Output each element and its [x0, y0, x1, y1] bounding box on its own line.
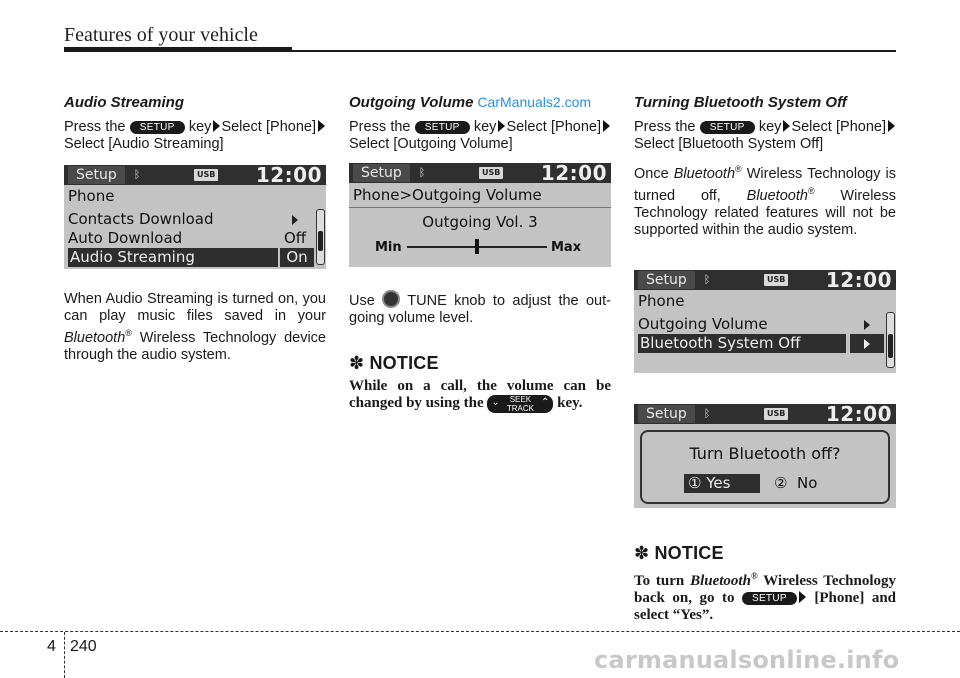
lcd-min-label: Min: [375, 240, 402, 255]
section-heading: Turning Bluetooth System Off: [634, 94, 847, 111]
lcd-title: Setup: [353, 164, 410, 182]
lcd-screen-audio-streaming: [64, 165, 326, 269]
notice-text: While on a call, the volume can be changed by using the ⌄ SEEK TRACK ⌃ key.: [349, 378, 611, 413]
instruction-text: Press the SETUP key Select [Phone]Select [Audio Streaming]: [64, 119, 326, 153]
footer-rule: [0, 631, 960, 632]
lcd-screen-outgoing-volume: [349, 163, 611, 267]
notice-text: To turn Bluetooth® Wireless Technology back on, go to SETUP [Phone] and select “Yes”.: [634, 571, 897, 623]
lcd-menu-item[interactable]: Contacts Download: [68, 210, 214, 228]
header-rule-thin: [292, 50, 896, 52]
lcd-menu-item[interactable]: Auto Download: [68, 229, 183, 247]
chevron-right-icon: [864, 339, 870, 349]
bluetooth-icon: ᛒ: [703, 273, 711, 286]
notice-title: ✽ NOTICE: [634, 543, 724, 563]
notice-title: ✽ NOTICE: [349, 353, 439, 373]
lcd-status-bar: [634, 404, 896, 424]
lcd-title: Setup: [68, 166, 125, 184]
section-heading: Audio Streaming: [64, 94, 185, 111]
arrow-right-icon: [603, 120, 610, 132]
instruction-text: Press the SETUP key Select [Phone]Select [Bluetooth System Off]: [634, 119, 896, 153]
usb-badge: USB: [194, 169, 218, 181]
lcd-title: Setup: [638, 271, 695, 289]
column-bluetooth-notice: [634, 545, 896, 624]
lcd-volume-label: Outgoing Vol. 3: [422, 213, 538, 231]
confirm-dialog: [640, 430, 890, 504]
lcd-clock: 12:00: [540, 163, 607, 185]
header-rule: [64, 47, 292, 52]
scrollbar-thumb[interactable]: [318, 231, 323, 251]
bluetooth-icon: ᛒ: [703, 407, 711, 420]
lcd-menu-value: Off: [284, 229, 307, 247]
lcd-status-bar: [634, 270, 896, 290]
chevron-right-icon: [292, 215, 298, 225]
footer-watermark-logo: carmanualsonline.info: [594, 646, 900, 674]
arrow-right-icon: [498, 120, 505, 132]
seek-track-key: ⌄ SEEK TRACK ⌃: [487, 395, 553, 413]
lcd-subtitle: Phone: [638, 292, 685, 310]
usb-badge: USB: [479, 167, 503, 179]
watermark: CarManuals2.com: [477, 94, 592, 110]
lcd-subtitle: Phone>Outgoing Volume: [353, 186, 542, 204]
column-audio-streaming: [64, 94, 326, 161]
column-outgoing-volume-desc: [349, 290, 611, 413]
instruction-text: Press the SETUP key Select [Phone]Select [Outgoing Volume]: [349, 119, 611, 153]
section-heading: Outgoing Volume CarManuals2.com: [349, 94, 592, 111]
setup-key: SETUP: [742, 592, 797, 605]
lcd-divider: [349, 207, 611, 208]
volume-slider-knob[interactable]: [475, 239, 479, 254]
lcd-clock: 12:00: [255, 165, 322, 187]
tune-knob-icon: [382, 290, 400, 308]
body-text: When Audio Streaming is turned on, you can play music files saved in your Bluetooth® Wireless Technology device through the audio system.: [64, 291, 326, 363]
column-outgoing-volume: [349, 94, 611, 161]
body-text: Once Bluetooth® Wireless Technology is turned off, Bluetooth® Wireless Technology related features will not be supported within the audio system.: [634, 164, 896, 238]
setup-key: SETUP: [415, 121, 470, 134]
chevron-right-icon: [864, 320, 870, 330]
page-number: 240: [70, 638, 97, 655]
arrow-right-icon: [888, 120, 895, 132]
lcd-max-label: Max: [551, 240, 582, 255]
lcd-menu-item[interactable]: Outgoing Volume: [638, 315, 768, 333]
column-audio-streaming-desc: [64, 291, 326, 372]
bluetooth-icon: ᛒ: [418, 166, 426, 179]
dialog-prompt: Turn Bluetooth off?: [689, 444, 841, 463]
usb-badge: USB: [764, 274, 788, 286]
usb-badge: USB: [764, 408, 788, 420]
chapter-number: 4: [47, 638, 56, 655]
setup-key: SETUP: [700, 121, 755, 134]
dialog-yes-button[interactable]: ① Yes: [684, 474, 760, 493]
lcd-title: Setup: [638, 405, 695, 423]
lcd-status-bar: [349, 163, 611, 183]
page-header-title: Features of your vehicle: [64, 24, 258, 46]
lcd-subtitle: Phone: [68, 187, 115, 205]
column-bluetooth-off: [634, 94, 896, 247]
arrow-right-icon: [783, 120, 790, 132]
lcd-clock: 12:00: [825, 270, 892, 292]
dialog-no-button[interactable]: ② No: [774, 474, 818, 492]
lcd-clock: 12:00: [825, 404, 892, 426]
footer-vrule: [64, 632, 65, 678]
lcd-menu-item-selected[interactable]: Audio Streaming: [68, 248, 278, 267]
lcd-screen-bluetooth-off: [634, 270, 896, 373]
arrow-right-icon: [799, 591, 806, 603]
body-text: Use TUNE knob to adjust the out-going volume level.: [349, 290, 611, 327]
arrow-right-icon: [318, 120, 325, 132]
lcd-status-bar: [64, 165, 326, 185]
setup-key: SETUP: [130, 121, 185, 134]
scrollbar-thumb[interactable]: [888, 334, 893, 358]
arrow-right-icon: [213, 120, 220, 132]
bluetooth-icon: ᛒ: [133, 168, 141, 181]
lcd-menu-value: On: [280, 248, 314, 267]
lcd-screen-confirm: [634, 404, 896, 508]
lcd-menu-item-selected[interactable]: Bluetooth System Off: [638, 334, 846, 353]
